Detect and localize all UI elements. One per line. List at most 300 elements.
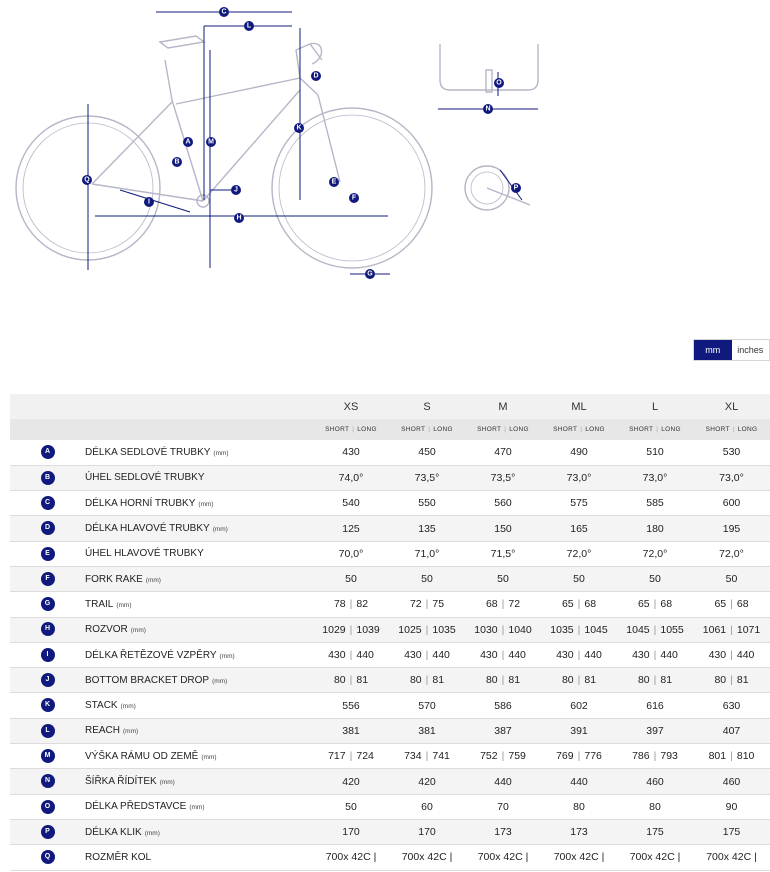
- value: 440: [570, 775, 588, 788]
- value: 630: [722, 699, 741, 712]
- value-cell: [465, 769, 541, 794]
- short-value: 68: [485, 598, 498, 611]
- svg-text:O: O: [496, 79, 502, 87]
- separator: |: [730, 598, 733, 611]
- measurement-unit: (mm): [144, 829, 160, 837]
- svg-text:I: I: [148, 198, 150, 206]
- value: 170: [342, 826, 360, 839]
- value-cell: [541, 693, 617, 718]
- measurement-unit: (mm): [116, 601, 132, 609]
- long-value: 440: [432, 649, 450, 662]
- long-value: 75: [432, 598, 445, 611]
- value-cell: [617, 465, 693, 490]
- table-row: [10, 541, 770, 566]
- value-cell: [313, 617, 389, 642]
- value: 550: [418, 497, 436, 510]
- value-cell: [313, 516, 389, 541]
- row-letter-cell: [10, 440, 85, 465]
- measurement-name: DÉLKA ŘETĚZOVÉ VZPĚRY: [85, 649, 217, 661]
- value: 125: [342, 522, 360, 535]
- separator: |: [425, 750, 429, 763]
- measurement-name-cell: [85, 845, 313, 870]
- measurement-letter-badge: M: [41, 749, 55, 763]
- value-cell: [541, 465, 617, 490]
- measurement-name: BOTTOM BRACKET DROP: [85, 674, 210, 686]
- separator: |: [653, 674, 657, 687]
- separator: |: [501, 649, 505, 662]
- measurement-letter-badge: I: [41, 648, 55, 662]
- short-label: SHORT: [325, 426, 350, 433]
- value-cell: [313, 819, 389, 844]
- measurement-unit: (mm): [212, 677, 228, 685]
- value: 71,0°: [414, 547, 440, 560]
- size-header: ML: [571, 400, 587, 413]
- measurement-letter-badge: L: [41, 724, 55, 738]
- value-cell: [313, 465, 389, 490]
- long-value: 759: [508, 750, 526, 763]
- measurement-letter-badge: D: [41, 521, 55, 535]
- value: 71,5°: [490, 547, 516, 560]
- measurement-name: DÉLKA KLIK: [85, 826, 142, 838]
- separator: |: [730, 674, 733, 687]
- measurement-letter-badge: E: [41, 547, 55, 561]
- table-row: [10, 794, 770, 819]
- short-value: 65: [637, 598, 650, 611]
- separator: |: [577, 598, 581, 611]
- measurement-name-cell: [85, 794, 313, 819]
- measurement-name: VÝŠKA RÁMU OD ZEMĚ: [85, 750, 199, 762]
- value-cell: [617, 794, 693, 819]
- separator: |: [730, 649, 733, 662]
- table-row: [10, 642, 770, 667]
- value-cell: [313, 566, 389, 591]
- value-cell: [541, 668, 617, 693]
- short-value: 65: [714, 598, 727, 611]
- long-value: 741: [432, 750, 450, 763]
- measurement-name-cell: [85, 491, 313, 516]
- short-value: 430: [556, 649, 574, 662]
- value-cell: [465, 566, 541, 591]
- table-row: [10, 491, 770, 516]
- long-value: 793: [660, 750, 678, 763]
- svg-text:Q: Q: [84, 176, 90, 184]
- short-value: 80: [409, 674, 422, 687]
- separator: |: [501, 598, 505, 611]
- separator: |: [577, 623, 581, 636]
- long-value: 440: [356, 649, 374, 662]
- value-cell: [389, 541, 465, 566]
- separator: |: [349, 674, 353, 687]
- value-cell: [389, 845, 465, 870]
- value-cell: [541, 617, 617, 642]
- value-cell: [389, 465, 465, 490]
- value-cell: [313, 769, 389, 794]
- table-row: [10, 845, 770, 870]
- value-cell: [617, 819, 693, 844]
- svg-text:N: N: [485, 105, 491, 113]
- separator: |: [653, 649, 657, 662]
- value-cell: [693, 592, 770, 617]
- value: 80: [649, 800, 661, 813]
- value-cell: [465, 617, 541, 642]
- value: 470: [494, 446, 512, 459]
- short-long-subheader: [617, 419, 693, 440]
- value-cell: [617, 769, 693, 794]
- row-letter-cell: [10, 819, 85, 844]
- row-letter-cell: [10, 769, 85, 794]
- measurement-letter-badge: N: [41, 774, 55, 788]
- value: 540: [342, 497, 360, 510]
- measurement-unit: (mm): [145, 576, 161, 584]
- value: 700x 42C |: [325, 851, 377, 864]
- value: 72,0°: [719, 547, 744, 560]
- value-cell: [693, 668, 770, 693]
- long-label: LONG: [357, 426, 377, 433]
- short-value: 734: [404, 750, 422, 763]
- svg-text:P: P: [513, 184, 519, 192]
- value: 440: [494, 775, 512, 788]
- value-cell: [617, 592, 693, 617]
- value-cell: [541, 794, 617, 819]
- value: 50: [497, 573, 509, 586]
- size-header: S: [423, 400, 431, 413]
- measurement-letter-badge: B: [41, 471, 55, 485]
- value: 570: [418, 699, 436, 712]
- value: 420: [418, 775, 436, 788]
- value-cell: [313, 541, 389, 566]
- short-long-subheader: [541, 419, 617, 440]
- short-value: 430: [632, 649, 650, 662]
- value: 430: [342, 446, 360, 459]
- value: 70: [497, 800, 509, 813]
- measurement-name-cell: [85, 819, 313, 844]
- short-value: 752: [480, 750, 498, 763]
- short-value: 430: [480, 649, 498, 662]
- value-cell: [465, 718, 541, 743]
- short-value: 786: [632, 750, 650, 763]
- long-value: 81: [584, 674, 597, 687]
- svg-text:L: L: [246, 22, 252, 30]
- measurement-unit: (mm): [201, 753, 217, 761]
- bike-geometry-illustration: [0, 0, 770, 340]
- svg-text:H: H: [236, 214, 242, 222]
- measurement-letter-badge: H: [41, 622, 55, 636]
- value-cell: [465, 794, 541, 819]
- short-value: 1045: [626, 623, 650, 636]
- value-cell: [693, 845, 770, 870]
- value-cell: [693, 693, 770, 718]
- value: 575: [570, 497, 588, 510]
- value: 602: [570, 699, 588, 712]
- measurement-unit: (mm): [130, 627, 146, 635]
- value: 73,0°: [642, 471, 668, 484]
- value: 387: [494, 724, 512, 737]
- short-value: 80: [333, 674, 346, 687]
- value-cell: [389, 516, 465, 541]
- value: 70,0°: [338, 547, 364, 560]
- measurement-name-cell: [85, 465, 313, 490]
- geometry-diagram: [0, 0, 770, 340]
- value: 135: [418, 522, 436, 535]
- separator: |: [730, 623, 733, 636]
- value: 180: [646, 522, 664, 535]
- separator: |: [730, 750, 733, 763]
- measurement-name-cell: [85, 541, 313, 566]
- value: 700x 42C |: [401, 851, 453, 864]
- long-value: 440: [660, 649, 678, 662]
- short-value: 1061: [702, 623, 727, 636]
- value: 73,0°: [719, 471, 744, 484]
- short-value: 80: [561, 674, 574, 687]
- value-cell: [465, 541, 541, 566]
- short-value: 769: [556, 750, 574, 763]
- value: 165: [570, 522, 588, 535]
- value: 616: [646, 699, 664, 712]
- value-cell: [541, 491, 617, 516]
- separator: |: [653, 750, 657, 763]
- row-letter-cell: [10, 566, 85, 591]
- measurement-letter-badge: J: [41, 673, 55, 687]
- separator: |: [349, 649, 353, 662]
- value-cell: [389, 769, 465, 794]
- short-label: SHORT: [629, 426, 654, 433]
- row-letter-cell: [10, 693, 85, 718]
- value-cell: [465, 592, 541, 617]
- separator: |: [425, 649, 429, 662]
- row-letter-cell: [10, 592, 85, 617]
- measurement-letter-badge: A: [41, 445, 55, 459]
- measurement-name: DÉLKA HLAVOVÉ TRUBKY: [85, 523, 210, 535]
- size-header: L: [651, 400, 659, 413]
- value-cell: [313, 491, 389, 516]
- measurement-name: ŠÍŘKA ŘÍDÍTEK: [85, 776, 157, 787]
- value-cell: [693, 794, 770, 819]
- short-value: 80: [637, 674, 650, 687]
- value: 460: [646, 775, 664, 788]
- svg-text:E: E: [331, 178, 337, 186]
- measurement-name-cell: [85, 642, 313, 667]
- separator: |: [349, 598, 353, 611]
- table-row: [10, 668, 770, 693]
- value: 50: [649, 573, 661, 586]
- long-label: LONG: [509, 426, 529, 433]
- svg-text:C: C: [221, 8, 227, 16]
- value: 73,0°: [566, 471, 592, 484]
- value-cell: [541, 769, 617, 794]
- value: 60: [421, 800, 433, 813]
- value: 391: [570, 724, 588, 737]
- value-cell: [693, 440, 770, 465]
- value-cell: [389, 566, 465, 591]
- short-label: SHORT: [477, 426, 502, 433]
- short-long-header-row: [10, 419, 770, 440]
- separator: |: [656, 426, 659, 433]
- long-value: 440: [736, 649, 755, 662]
- short-value: 430: [328, 649, 346, 662]
- long-value: 82: [356, 598, 369, 611]
- table-row: [10, 617, 770, 642]
- table-row: [10, 440, 770, 465]
- row-letter-cell: [10, 541, 85, 566]
- measurement-unit: (mm): [198, 500, 214, 508]
- unit-toggle[interactable]: [693, 339, 770, 361]
- table-row: [10, 769, 770, 794]
- value: 530: [722, 446, 741, 459]
- measurement-unit: (mm): [219, 652, 235, 660]
- value-cell: [693, 465, 770, 490]
- measurement-name-cell: [85, 769, 313, 794]
- separator: |: [349, 623, 353, 636]
- value-cell: [693, 744, 770, 769]
- size-header: M: [498, 400, 508, 413]
- measurement-name-cell: [85, 668, 313, 693]
- short-value: 1025: [398, 623, 422, 636]
- value-cell: [541, 744, 617, 769]
- long-value: 1071: [736, 623, 761, 636]
- size-header-row: [10, 394, 770, 419]
- value-cell: [541, 819, 617, 844]
- value-cell: [541, 845, 617, 870]
- value-cell: [617, 541, 693, 566]
- value: 170: [418, 826, 436, 839]
- short-value: 430: [404, 649, 422, 662]
- value-cell: [541, 642, 617, 667]
- long-value: 81: [736, 674, 749, 687]
- long-value: 81: [432, 674, 445, 687]
- table-row: [10, 465, 770, 490]
- short-value: 1030: [474, 623, 498, 636]
- value-cell: [693, 491, 770, 516]
- long-value: 72: [508, 598, 521, 611]
- short-value: 72: [409, 598, 422, 611]
- short-long-subheader: [389, 419, 465, 440]
- value-cell: [313, 794, 389, 819]
- value-cell: [465, 465, 541, 490]
- measurement-name-cell: [85, 516, 313, 541]
- measurement-name: DÉLKA PŘEDSTAVCE: [85, 801, 187, 813]
- value-cell: [465, 440, 541, 465]
- value-cell: [617, 617, 693, 642]
- long-value: 1040: [508, 623, 532, 636]
- value: 73,5°: [490, 471, 516, 484]
- value: 90: [725, 800, 738, 813]
- value-cell: [389, 491, 465, 516]
- row-letter-cell: [10, 845, 85, 870]
- value: 173: [494, 826, 512, 839]
- value-cell: [313, 718, 389, 743]
- table-row: [10, 693, 770, 718]
- value-cell: [693, 769, 770, 794]
- value: 173: [570, 826, 588, 839]
- measurement-letter-badge: O: [41, 800, 55, 814]
- value: 510: [646, 446, 664, 459]
- value: 700x 42C |: [553, 851, 605, 864]
- table-row: [10, 744, 770, 769]
- value-cell: [465, 642, 541, 667]
- short-value: 80: [485, 674, 498, 687]
- separator: |: [577, 674, 581, 687]
- measurement-name-cell: [85, 566, 313, 591]
- measurement-name: TRAIL: [85, 598, 114, 610]
- value: 50: [573, 573, 585, 586]
- value: 175: [722, 826, 741, 839]
- measurement-unit: (mm): [123, 728, 139, 736]
- value-cell: [389, 642, 465, 667]
- value-cell: [389, 668, 465, 693]
- value-cell: [617, 668, 693, 693]
- measurement-name: REACH: [85, 725, 121, 737]
- short-value: 1029: [322, 623, 346, 636]
- separator: |: [352, 426, 355, 433]
- value-cell: [465, 516, 541, 541]
- table-row: [10, 718, 770, 743]
- short-value: 430: [708, 649, 727, 662]
- value-cell: [541, 718, 617, 743]
- long-value: 724: [356, 750, 374, 763]
- measurement-unit: (mm): [159, 779, 175, 786]
- value-cell: [541, 541, 617, 566]
- value-cell: [693, 642, 770, 667]
- value-cell: [465, 668, 541, 693]
- measurement-letter-badge: F: [41, 572, 55, 586]
- long-value: 810: [736, 750, 755, 763]
- separator: |: [428, 426, 431, 433]
- value: 560: [494, 497, 512, 510]
- long-label: LONG: [585, 426, 605, 433]
- value-cell: [465, 819, 541, 844]
- value-cell: [541, 516, 617, 541]
- value-cell: [617, 440, 693, 465]
- long-value: 68: [736, 598, 749, 611]
- short-value: 1035: [550, 623, 574, 636]
- row-letter-cell: [10, 617, 85, 642]
- value-cell: [313, 440, 389, 465]
- unit-mm-button[interactable]: mm: [694, 340, 732, 360]
- value-cell: [617, 718, 693, 743]
- short-value: 801: [708, 750, 727, 763]
- value-cell: [389, 744, 465, 769]
- svg-text:J: J: [234, 186, 238, 194]
- short-label: SHORT: [705, 426, 730, 433]
- long-value: 81: [356, 674, 369, 687]
- svg-text:D: D: [313, 72, 319, 80]
- unit-inches-button[interactable]: inches: [732, 340, 770, 360]
- value: 397: [646, 724, 664, 737]
- value: 490: [570, 446, 588, 459]
- measurement-name-cell: [85, 718, 313, 743]
- value-cell: [693, 617, 770, 642]
- measurement-letter-badge: Q: [41, 850, 55, 864]
- measurement-name-cell: [85, 693, 313, 718]
- measurement-name: DÉLKA HORNÍ TRUBKY: [85, 497, 196, 509]
- value-cell: [465, 693, 541, 718]
- value-cell: [693, 819, 770, 844]
- measurement-name-cell: [85, 617, 313, 642]
- long-value: 440: [508, 649, 526, 662]
- measurement-name-cell: [85, 744, 313, 769]
- separator: |: [580, 426, 583, 433]
- value: 195: [722, 522, 741, 535]
- value-cell: [389, 718, 465, 743]
- value: 556: [342, 699, 360, 712]
- measurement-name: ROZVOR: [85, 624, 128, 636]
- value: 381: [418, 724, 436, 737]
- value: 381: [342, 724, 360, 737]
- value: 407: [722, 724, 741, 737]
- long-label: LONG: [737, 426, 758, 433]
- value-cell: [389, 592, 465, 617]
- long-value: 1045: [584, 623, 608, 636]
